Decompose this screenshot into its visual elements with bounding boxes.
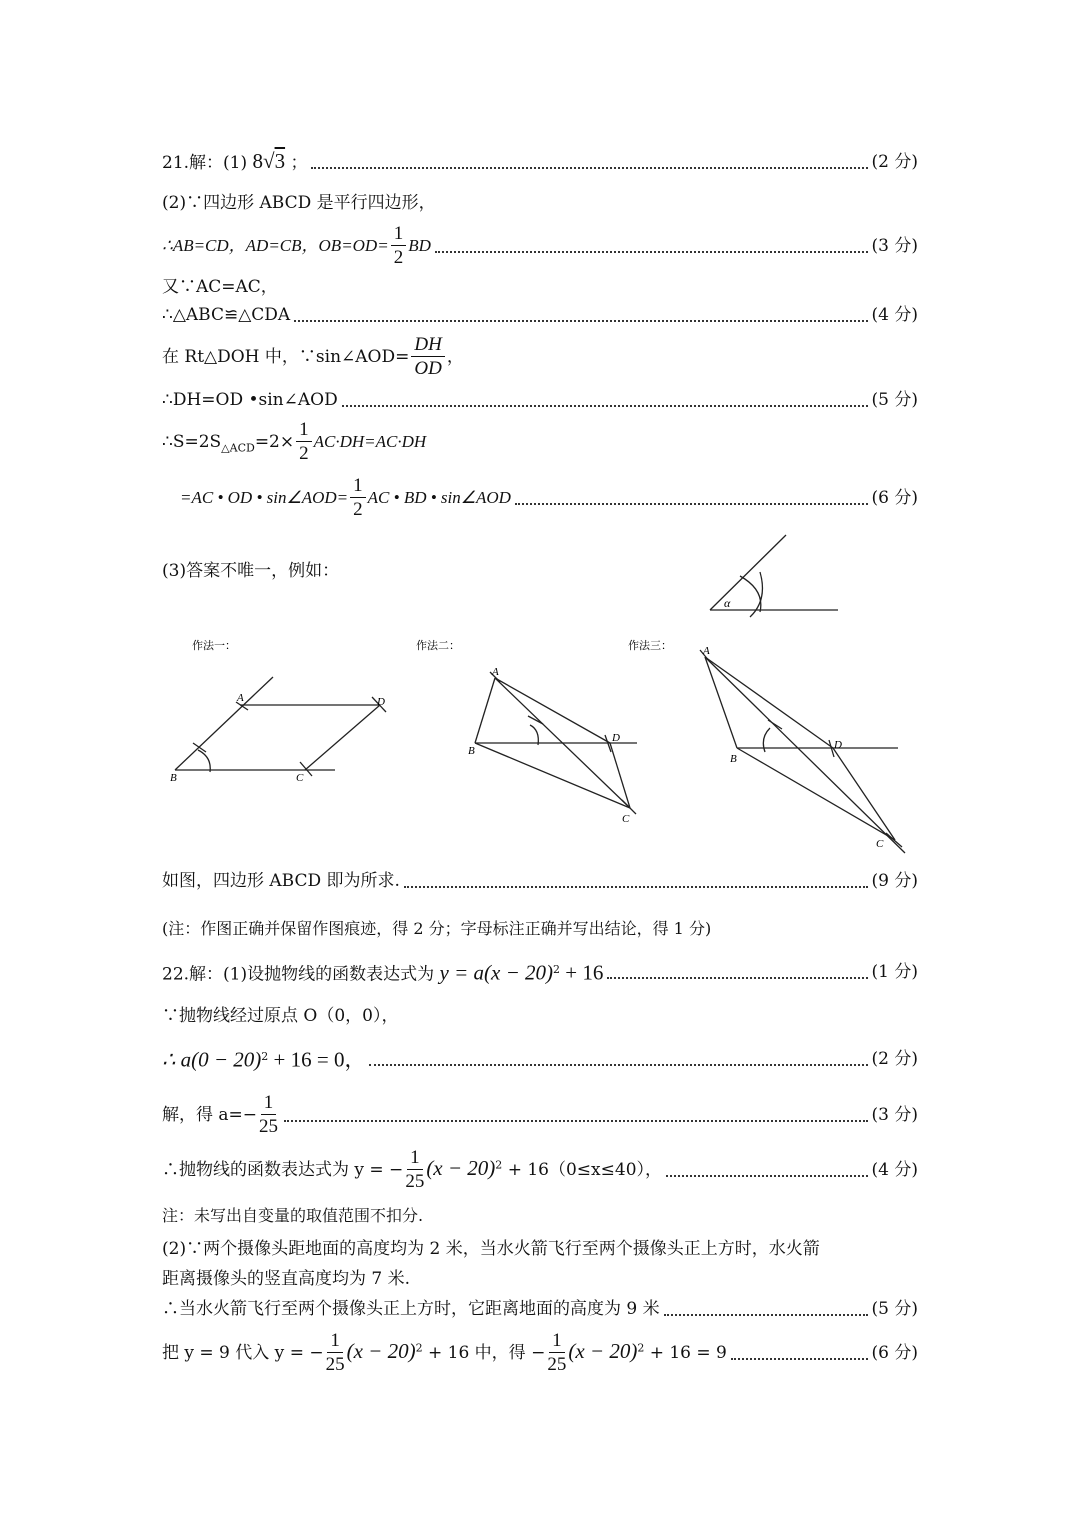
q22-line-1: 22.解：(1)设抛物线的函数表达式为 $y = a(x - 20)^2 + 16$ (1 分) [162, 960, 918, 985]
svg-text:D: D [612, 732, 620, 744]
svg-text:C: C [876, 838, 884, 850]
svg-text:A: A [237, 692, 244, 704]
q22-line-7: 距离摄像头的竖直高度均为 7 米. [162, 1269, 411, 1289]
q21-note: (注：作图正确并保留作图痕迹，得 2 分；字母标注正确并写出结论，得 1 分) [162, 919, 712, 938]
score: (2 分) [871, 152, 918, 172]
svg-text:A: A [703, 645, 710, 657]
q21-line-3: ∴AB=CD，AD=CB，OB=OD= $\frac{1}{2}$ BD (3 分) [162, 222, 918, 268]
method-1-label: 作法一： [192, 640, 236, 652]
q22-line-9: 把 y = 9 代入 y = − $\frac{1}{25}$ $(x - 20)^2 + 16$ 中，得 − $\frac{1}{25}$ $(x - 20)^2 + 16 = 9$ (6 分) [162, 1329, 918, 1375]
q22-line-8: ∴当水火箭飞行至两个摄像头正上方时，它距离地面的高度为 9 米 (5 分) [162, 1299, 918, 1319]
svg-text:B: B [730, 753, 737, 765]
svg-text:C: C [622, 813, 630, 825]
svg-text:B: B [468, 745, 475, 757]
q21-line-7: ∴DH=OD •sin∠AOD (5 分) [162, 390, 918, 410]
q22-line-6: (2)∵两个摄像头距地面的高度均为 2 米，当水火箭飞行至两个摄像头正上方时，水火箭 [162, 1239, 820, 1259]
svg-text:C: C [296, 772, 304, 784]
q21-line-11: 如图，四边形 ABCD 即为所求. (9 分) [162, 871, 918, 891]
q21-line-8: $\therefore S=2S_{\triangle ACD}=2\times$ $\frac{1}{2}$ AC·DH=AC·DH [162, 418, 427, 464]
q22-line-3: ∴ $a(0 - 20)^2 + 16 = 0$， (2 分) [162, 1047, 918, 1072]
method-3-label: 作法三： [628, 640, 672, 652]
svg-text:A: A [492, 666, 499, 678]
construction-figures [0, 520, 1080, 865]
svg-text:D: D [834, 739, 842, 751]
q21-line-4: 又∵AC=AC， [162, 277, 278, 297]
q22-line-4: 解，得 a=− $\frac{1}{25}$ (3 分) [162, 1091, 918, 1137]
q21-line-10: (3)答案不唯一，例如： [162, 561, 340, 581]
q22-line-2: ∵抛物线经过原点 O（0，0）， [162, 1006, 399, 1026]
q21-line-1: 21.解：(1) 8√3 ； (2 分) [162, 149, 918, 173]
q22-note: 注：未写出自变量的取值范围不扣分. [162, 1206, 424, 1225]
svg-text:D: D [377, 696, 385, 708]
svg-text:B: B [170, 772, 177, 784]
q22-line-5: ∴抛物线的函数表达式为 y = − $\frac{1}{25}$ $(x - 20)^2 + 16(0\le x\le 40)$， (4 分) [162, 1146, 918, 1192]
method-2-label: 作法二： [416, 640, 460, 652]
q21-line-9: =AC • OD • sin∠AOD= $\frac{1}{2}$ AC • BD • sin∠AOD (6 分) [180, 474, 918, 520]
q21-line-5: ∴△ABC≌△CDA (4 分) [162, 305, 918, 325]
q21-line-6: 在 Rt△DOH 中，∵sin∠AOD= $\frac{DH}{OD}$ ， [162, 333, 464, 379]
q21-line-2: (2)∵四边形 ABCD 是平行四边形， [162, 193, 436, 213]
alpha-label: α [724, 596, 731, 610]
